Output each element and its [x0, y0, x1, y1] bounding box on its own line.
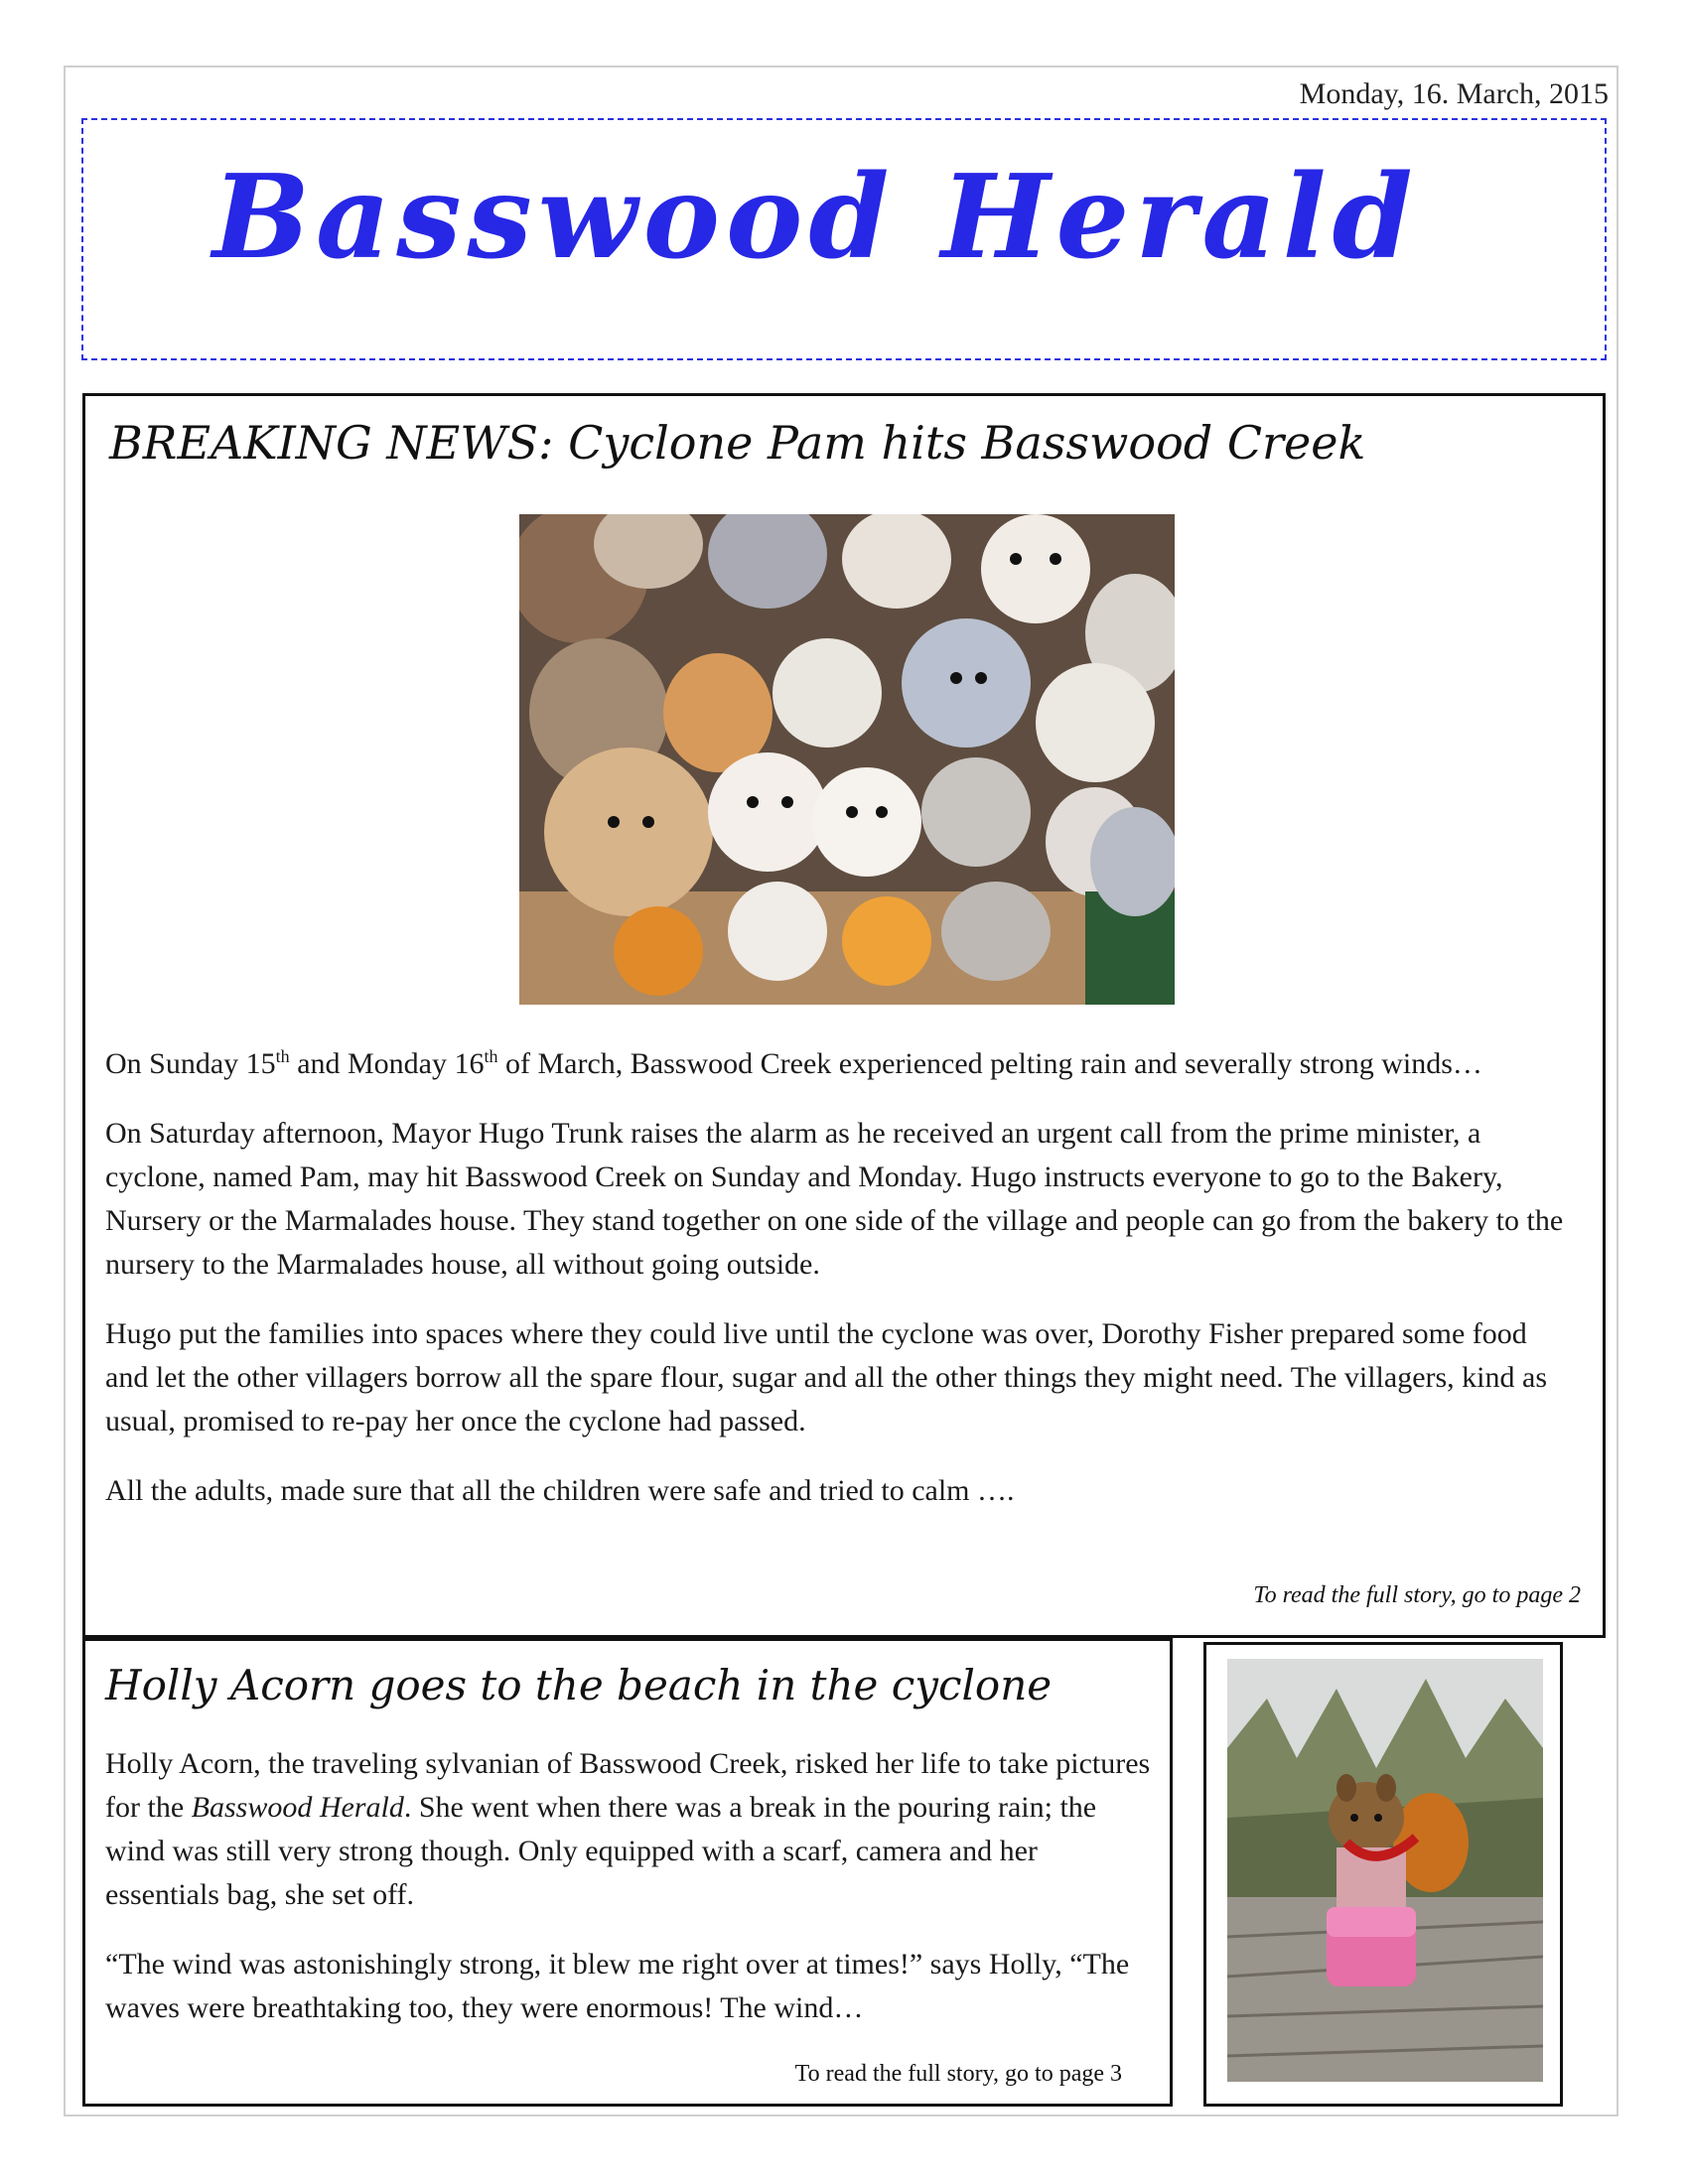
sub-paragraph-1: Holly Acorn, the traveling sylvanian of Basswood Creek, risked her life to take pictures for the Basswood Herald. She went when there was a break in the pouring rain; the wind was still very strong though. Only equipped with a scarf, camera and her essentials bag, she set off.: [105, 1747, 1151, 1911]
squirrel-photo: [1227, 1659, 1543, 2082]
crowd-photo: [519, 514, 1175, 1005]
main-article-body: [105, 1034, 1575, 1539]
side-photo-frame: [1203, 1642, 1563, 2107]
sub-article: [82, 1638, 1173, 2107]
sub-continue-link[interactable]: To read the full story, go to page 3: [794, 2061, 1122, 2087]
sub-paragraph-2: “The wind was astonishingly strong, it blew me right over at times!” says Holly, “The waves were breathtaking too, they were enormous! The wind…: [105, 1948, 1130, 2024]
main-paragraph-1: On Sunday 15th and Monday 16th of March, Basswood Creek experienced pelting rain and severally strong winds…: [105, 1046, 1482, 1080]
crowd-of-figures-icon: [519, 514, 1175, 1005]
main-article: [82, 393, 1606, 1638]
squirrel-on-driftwood-icon: [1227, 1659, 1543, 2082]
issue-date: Monday, 16. March, 2015: [1299, 77, 1609, 110]
masthead-title: Basswood Herald: [212, 150, 1419, 285]
main-headline: BREAKING NEWS: Cyclone Pam hits Basswood Creek: [109, 416, 1366, 470]
main-paragraph-2: On Saturday afternoon, Mayor Hugo Trunk raises the alarm as he received an urgent call from the prime minister, a cyclone, named Pam, may hit Basswood Creek on Sunday and Monday. Hugo instructs everyone to go to the Bakery, Nursery or the Marmalades house. They stand together on one side of the village and people can go from the bakery to the nursery to the Marmalades house, all without going outside.: [105, 1117, 1564, 1281]
masthead: [81, 118, 1607, 360]
sub-article-body: [105, 1742, 1158, 2056]
sub-headline: Holly Acorn goes to the beach in the cyclone: [105, 1661, 1053, 1709]
main-paragraph-3: Hugo put the families into spaces where they could live until the cyclone was over, Dorothy Fisher prepared some food and let the other villagers borrow all the spare flour, sugar and all the other things they might need. The villagers, kind as usual, promised to re-pay her once the cyclone had passed.: [105, 1317, 1548, 1437]
main-continue-link[interactable]: To read the full story, go to page 2: [1253, 1582, 1581, 1608]
main-paragraph-4: All the adults, made sure that all the children were safe and tried to calm ….: [105, 1474, 1015, 1507]
